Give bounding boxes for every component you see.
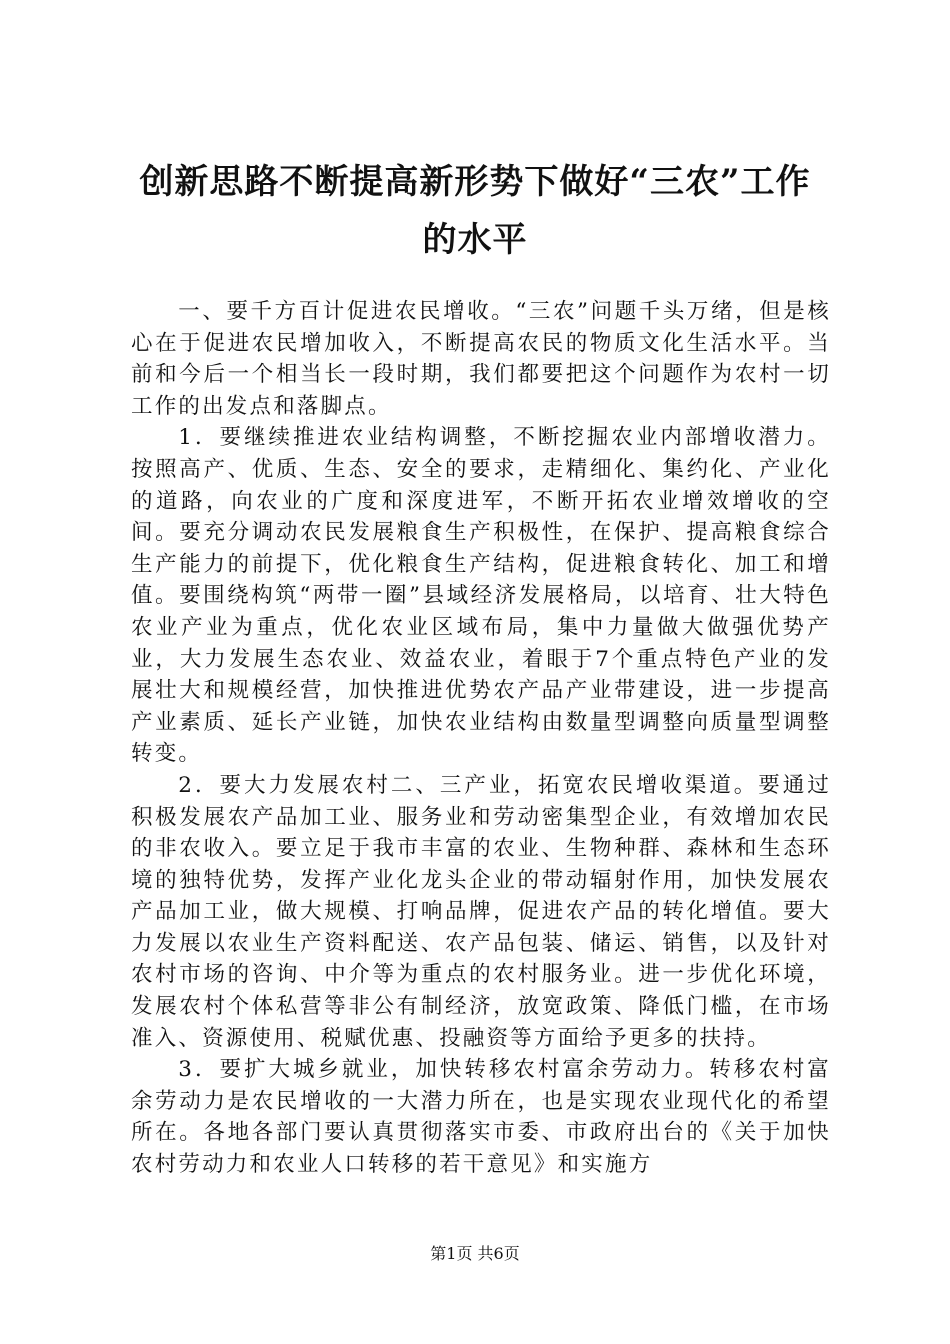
- document-body: [131, 296, 831, 1181]
- paragraph-4: 3．要扩大城乡就业，加快转移农村富余劳动力。转移农村富余劳动力是农民增收的一大潜力所在，也是实现农业现代化的希望所在。各地各部门要认真贯彻落实市委、市政府出台的《关于加快农村劳动力和农业人口转移的若干意见》和实施方: [131, 1057, 831, 1178]
- document-title-line1: 创新思路不断提高新形势下做好“三农”工作: [139, 162, 811, 202]
- paragraph-1: 一、要千方百计促进农民增收。“三农”问题千头万绪，但是核心在于促进农民增加收入，不断提高农民的物质文化生活水平。当前和今后一个相当长一段时期，我们都要把这个问题作为农村一切工作的出发点和落脚点。: [131, 299, 831, 419]
- document-title-line2: 的水平: [422, 220, 528, 260]
- paragraph-3: 2．要大力发展农村二、三产业，拓宽农民增收渠道。要通过积极发展农产品加工业、服务业和劳动密集型企业，有效增加农民的非农收入。要立足于我市丰富的农业、生物种群、森林和生态环境的独特优势，发挥产业化龙头企业的带动辐射作用，加快发展农产品加工业，做大规模、打响品牌，促进农产品的转化增值。要大力发展以农业生产资料配送、农产品包装、储运、销售，以及针对农村市场的咨询、中介等为重点的农村服务业。进一步优化环境，发展农村个体私营等非公有制经济，放宽政策、降低门槛，在市场准入、资源使用、税赋优惠、投融资等方面给予更多的扶持。: [131, 772, 831, 1051]
- page-footer: 第1页 共6页: [430, 1244, 520, 1263]
- paragraph-2: 1．要继续推进农业结构调整，不断挖掘农业内部增收潜力。按照高产、优质、生态、安全的要求，走精细化、集约化、产业化的道路，向农业的广度和深度进军，不断开拓农业增效增收的空间。要充分调动农民发展粮食生产积极性，在保护、提高粮食综合生产能力的前提下，优化粮食生产结构，促进粮食转化、加工和增值。要围绕构筑“两带一圈”县域经济发展格局，以培育、壮大特色农业产业为重点，优化农业区域布局，集中力量做大做强优势产业，大力发展生态农业、效益农业，着眼于7个重点特色产业的发展壮大和规模经营，加快推进优势农产品产业带建设，进一步提高产业素质、延长产业链，加快农业结构由数量型调整向质量型调整转变。: [131, 425, 831, 767]
